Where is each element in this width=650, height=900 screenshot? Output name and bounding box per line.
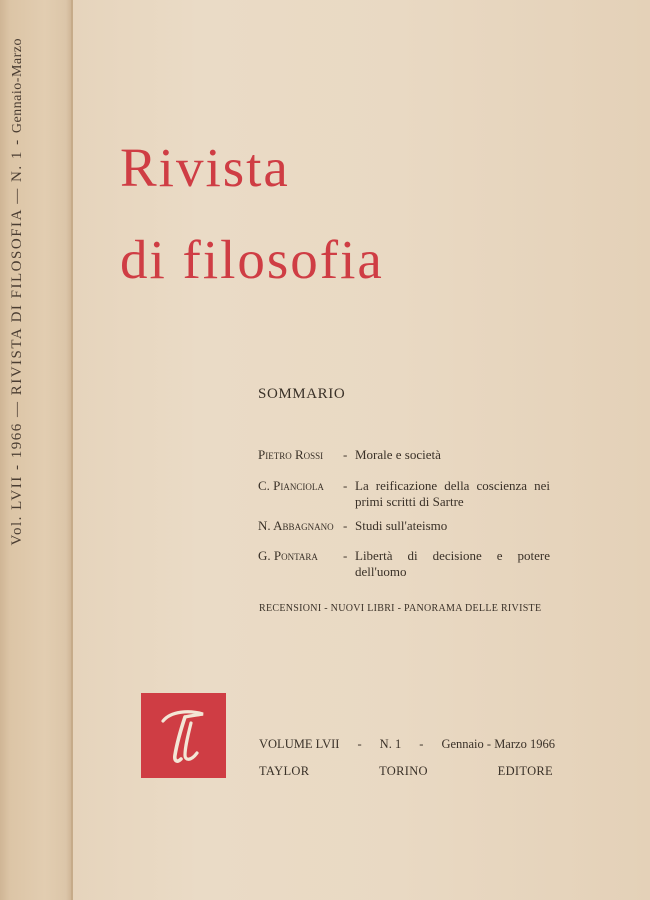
spine-period: Gennaio-Marzo xyxy=(10,38,25,134)
volume-line xyxy=(259,737,555,752)
toc-author: Pietro Rossi xyxy=(258,447,324,462)
toc-separator: - xyxy=(343,478,348,493)
publisher-role: EDITORE xyxy=(497,764,553,778)
spine-text: Vol. LVII - 1966 — RIVISTA DI FILOSOFIA — N. 1 - xyxy=(9,133,25,546)
issue-number: N. 1 xyxy=(379,737,402,751)
sections-line: RECENSIONI - NUOVI LIBRI - PANORAMA DELLE RIVISTE xyxy=(259,603,542,614)
publisher-city: TORINO xyxy=(379,764,428,778)
issue-period: Gennaio - Marzo 1966 xyxy=(441,737,555,751)
sommario-heading: SOMMARIO xyxy=(258,386,346,402)
toc-title: Libertà di decisione e potere dell'uomo xyxy=(355,548,550,579)
publisher-line xyxy=(259,764,553,779)
publisher-logo xyxy=(141,680,226,778)
toc-title: Morale e società xyxy=(355,447,441,462)
vol-separator: - xyxy=(419,737,424,751)
logo-letters: Tl xyxy=(141,680,156,697)
journal-title-line2: di filosofia xyxy=(120,229,384,290)
toc-separator: - xyxy=(343,548,348,563)
toc-separator: - xyxy=(343,447,348,462)
toc-separator: - xyxy=(343,518,348,533)
spine-label xyxy=(2,38,32,873)
spine-fold xyxy=(71,0,73,900)
volume: VOLUME LVII xyxy=(259,737,340,751)
journal-title-line1: Rivista xyxy=(120,137,290,198)
publisher-name: TAYLOR xyxy=(259,764,310,778)
toc-title: Studi sull'ateismo xyxy=(355,518,448,533)
toc-title: La reificazione della coscienza nei primi scritti di Sartre xyxy=(355,478,550,509)
vol-separator: - xyxy=(357,737,362,751)
toc-author: C. Pianciola xyxy=(258,478,324,493)
publisher-monogram-icon xyxy=(141,680,226,778)
toc-author: G. Pontara xyxy=(258,548,318,563)
toc-author: N. Abbagnano xyxy=(258,518,334,533)
